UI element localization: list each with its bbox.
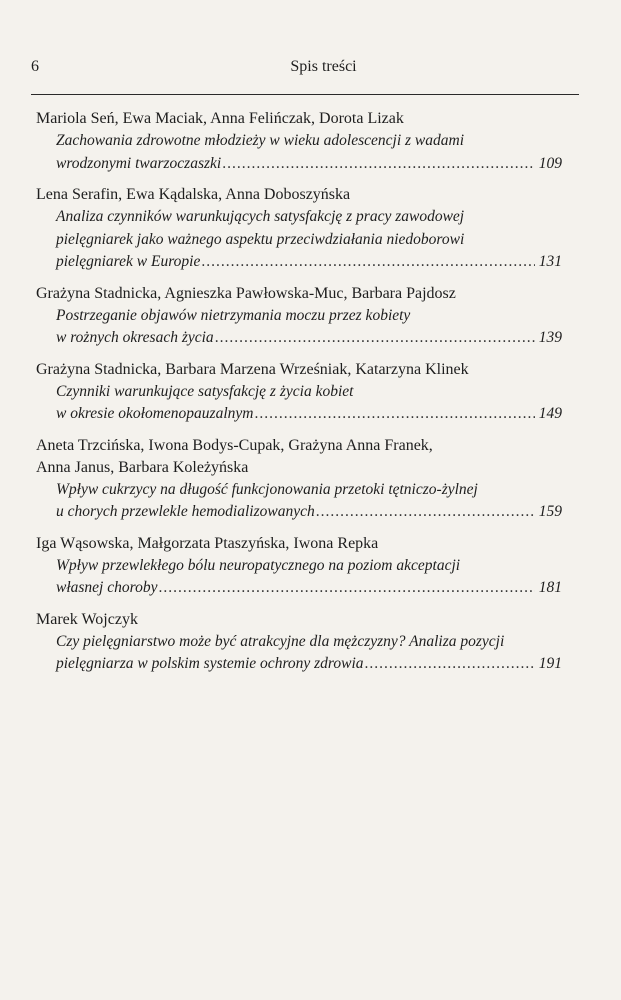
dot-leader: [201, 251, 535, 274]
toc-entry-authors: Grażyna Stadnicka, Barbara Marzena Wrześniak, Katarzyna Klinek: [36, 360, 469, 378]
toc-entry-title-last-line: [56, 501, 562, 524]
toc-entry-authors: Marek Wojczyk: [36, 610, 138, 628]
dot-leader: [316, 501, 535, 524]
toc-entry: [36, 533, 562, 600]
toc-entry-title-line: Wpływ przewlekłego bólu neuropatycznego na poziom akceptacji: [56, 556, 461, 574]
toc-entry-authors: Mariola Seń, Ewa Maciak, Anna Felińczak, Dorota Lizak: [36, 110, 404, 127]
dot-leader: [222, 153, 535, 176]
toc-entry-page-number: 149: [538, 405, 562, 422]
toc-entry-authors: Anna Janus, Barbara Koleżyńska: [36, 458, 249, 476]
toc-entry-title-end: pielęgniarza w polskim systemie ochrony zdrowia: [56, 655, 364, 672]
toc-entry-page-number: 109: [538, 154, 562, 172]
toc-entry-authors: Lena Serafin, Ewa Kądalska, Anna Doboszyńska: [36, 186, 351, 203]
toc-entry-title-end: w rożnych okresach życia: [56, 329, 214, 346]
toc-entry-title-line: pielęgniarek jako ważnego aspektu przeciwdziałania niedoborowi: [56, 230, 465, 248]
toc-entry-title-last-line: [56, 153, 562, 176]
toc-entry-page-number: 159: [538, 503, 562, 520]
toc-entry: [36, 283, 562, 350]
toc-entry-title-line: Analiza czynników warunkujących satysfakcję z pracy zawodowej: [56, 208, 465, 225]
toc-entry: [36, 359, 562, 426]
toc-entry-page-number: 139: [538, 329, 562, 346]
toc-entry: [36, 108, 562, 175]
toc-entry-title: [36, 305, 562, 350]
toc-entry-authors: Iga Wąsowska, Małgorzata Ptaszyńska, Iwona Repka: [36, 534, 379, 552]
toc-entry-title-line: Wpływ cukrzycy na długość funkcjonowania przetoki tętniczo-żylnej: [56, 480, 478, 498]
header-rule: [31, 94, 579, 95]
toc-entry-title-end: pielęgniarek w Europie: [56, 253, 201, 270]
running-title: Spis treści: [290, 58, 357, 75]
toc-entry: [36, 609, 562, 676]
page-header: [31, 58, 581, 80]
toc-entry-title-last-line: [56, 251, 562, 274]
toc-entry-title-last-line: [56, 653, 562, 676]
toc-entry-title: [36, 479, 562, 524]
toc-entry-title-last-line: [56, 577, 562, 600]
page-number: 6: [31, 58, 39, 75]
toc-entry-title-end: własnej choroby: [56, 579, 158, 596]
toc-entry-authors: Grażyna Stadnicka, Agnieszka Pawłowska-Muc, Barbara Pajdosz: [36, 284, 456, 302]
toc-entry-title-line: Czynniki warunkujące satysfakcję z życia kobiet: [56, 382, 354, 400]
toc-entry-title: [36, 631, 562, 676]
toc-entry-title-end: wrodzonymi twarzoczaszki: [56, 154, 222, 172]
toc-entry-title-line: Zachowania zdrowotne młodzieży w wieku adolescencji z wadami: [56, 132, 464, 149]
toc-entry-page-number: 181: [538, 579, 562, 596]
toc-entry-title-last-line: [56, 327, 562, 350]
toc-entry-title: [36, 555, 562, 600]
toc-entry-title: [36, 381, 562, 426]
toc-entry-page-number: 191: [538, 655, 562, 672]
toc-entry-title: [36, 206, 562, 274]
dot-leader: [215, 327, 535, 350]
dot-leader: [158, 577, 535, 600]
table-of-contents: [36, 108, 562, 685]
dot-leader: [365, 653, 535, 676]
dot-leader: [254, 403, 535, 426]
toc-entry-title-end: w okresie okołomenopauzalnym: [56, 405, 254, 422]
toc-entry-title: [36, 130, 562, 175]
toc-entry-title-last-line: [56, 403, 562, 426]
toc-entry: [36, 184, 562, 274]
toc-entry-title-end: u chorych przewlekle hemodializowanych: [56, 503, 315, 520]
toc-entry-title-line: Postrzeganie objawów nietrzymania moczu przez kobiety: [56, 306, 411, 324]
toc-entry-page-number: 131: [538, 253, 562, 270]
toc-entry: [36, 435, 562, 524]
toc-entry-authors: Aneta Trzcińska, Iwona Bodys-Cupak, Grażyna Anna Franek,: [36, 436, 433, 454]
toc-entry-title-line: Czy pielęgniarstwo może być atrakcyjne dla mężczyzny? Analiza pozycji: [56, 632, 505, 650]
